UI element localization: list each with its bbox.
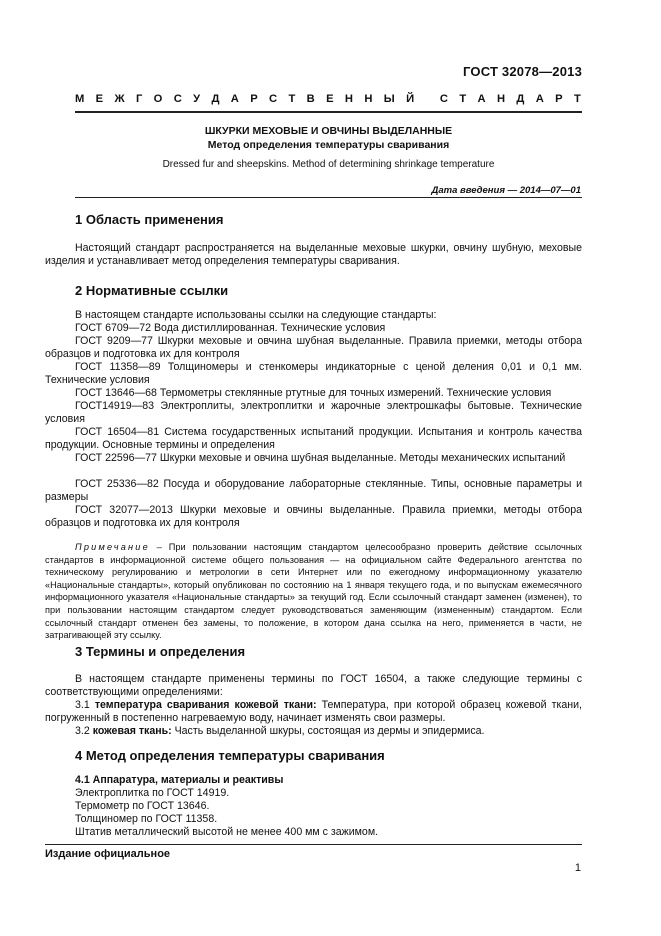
banner-letter: А (230, 93, 239, 105)
section-4-1-heading: 4.1 Аппаратура, материалы и реактивы (75, 774, 284, 786)
banner-letter: В (306, 93, 315, 105)
apparatus-item: Толщиномер по ГОСТ 11358. (75, 813, 218, 825)
section-2-note: Примечание – При пользовании настоящим стандартом целесообразно проверить действие ссылочных стандартов в информационной системе общего пользования — на официальном сайте Федерального агентства по техническому регулированию и метрологии в сети Интернет или по ежегодному информационному указателю «Национальные стандарты», который опубликован по состоянию на 1 января текущего года, и по выпускам ежемесячного информационного указателя «Национальные стандарты» за текущий год. Если ссылочный стандарт заменен (изменен), то при пользовании настоящим стандартом следует руководствоваться заменяющим (измененным) стандартом. Если ссылочный стандарт отменен без замены, то положение, в котором дана ссылка на него, применяется в части, не затрагивающей эту ссылку. (45, 542, 582, 641)
ref-item: ГОСТ 32077—2013 Шкурки меховые и овчины выделанные. Правила приемки, методы отбора образцов и подготовка их для контроля (45, 504, 582, 529)
date-rule (75, 197, 582, 198)
banner-letter: Й (406, 93, 415, 105)
banner-letter: Н (496, 93, 506, 105)
banner-letter: Г (135, 93, 143, 105)
ref-item: ГОСТ14919—83 Электроплиты, электроплитки и жарочные электрошкафы бытовые. Технические условия (45, 400, 582, 425)
ref-item: ГОСТ 11358—89 Толщиномеры и стенкомеры индикаторные с ценой деления 0,01 и 0,1 мм. Технические условия (45, 361, 582, 386)
ref-item: ГОСТ 22596—77 Шкурки меховые и овчина шубная выделанные. Методы механических испытаний (75, 452, 566, 464)
banner-letter: Т (459, 93, 467, 105)
banner-letter: Ж (114, 93, 125, 105)
doc-title-english: Dressed fur and sheepskins. Method of determining shrinkage temperature (162, 159, 495, 170)
banner-letter: М (75, 93, 85, 105)
banner-letter: Т (288, 93, 296, 105)
doc-title: ШКУРКИ МЕХОВЫЕ И ОВЧИНЫ ВЫДЕЛАННЫЕ (204, 125, 453, 137)
banner-letter: Н (364, 93, 373, 105)
apparatus-item: Электроплитка по ГОСТ 14919. (75, 787, 230, 799)
standard-banner (75, 93, 581, 105)
gost-code: ГОСТ 32078—2013 (463, 64, 582, 79)
section-1-heading: 1 Область применения (75, 212, 224, 227)
page-number: 1 (574, 862, 581, 874)
banner-letter: Т (573, 93, 581, 105)
apparatus-item: Штатив металлический высотой не менее 400 мм с зажимом. (75, 826, 379, 838)
ref-item: ГОСТ 25336—82 Посуда и оборудование лабораторные стеклянные. Типы, основные параметры и размеры (45, 478, 582, 503)
ref-item: ГОСТ 13646—68 Термометры стеклянные ртутные для точных измерений. Технические условия (75, 387, 552, 399)
banner-letter: Д (211, 93, 220, 105)
banner-letter: Р (555, 93, 563, 105)
term-3-2: 3.2 кожевая ткань: Часть выделанной шкуры, состоящая из дермы и эпидермиса. (75, 725, 485, 737)
banner-letter: А (477, 93, 486, 105)
term-3-1: 3.1 температура сваривания кожевой ткани: Температура, при которой образец кожевой ткани, погруженный в постепенно нагреваемую воду, начинает изменять свои размеры. (45, 699, 582, 725)
banner-letter: О (153, 93, 163, 105)
banner-rule (75, 111, 582, 113)
section-1-text: Настоящий стандарт распространяется на выделанные меховые шкурки, овчину шубную, меховые изделия и устанавливает метод определения температуры сваривания. (45, 242, 582, 268)
banner-letter: С (269, 93, 278, 105)
section-3-intro: В настоящем стандарте применены термины по ГОСТ 16504, а также следующие термины с соответствующими определениями: (45, 673, 582, 699)
banner-letter: Е (95, 93, 104, 105)
ref-item: ГОСТ 6709—72 Вода дистиллированная. Технические условия (75, 322, 386, 334)
footer-rule (45, 844, 582, 845)
section-2-intro: В настоящем стандарте использованы ссылки на следующие стандарты: (75, 309, 437, 321)
official-edition: Издание официальное (45, 848, 171, 860)
ref-item: ГОСТ 16504—81 Система государственных испытаний продукции. Испытания и контроль качества продукции. Основные термины и определения (45, 426, 582, 451)
banner-letter: С (439, 93, 448, 105)
banner-letter: С (173, 93, 182, 105)
section-4-heading: 4 Метод определения температуры сваривания (75, 748, 385, 763)
banner-letter: У (193, 93, 201, 105)
section-3-heading: 3 Термины и определения (75, 644, 246, 659)
banner-letter: Н (344, 93, 353, 105)
banner-letter: Д (516, 93, 525, 105)
intro-date: Дата введения — 2014—07—01 (431, 185, 581, 196)
banner-letter: Р (250, 93, 258, 105)
banner-letter: А (535, 93, 544, 105)
section-2-heading: 2 Нормативные ссылки (75, 283, 229, 298)
ref-item: ГОСТ 9209—77 Шкурки меховые и овчина шубная выделанные. Правила приемки, методы отбора образцов и подготовка их для контроля (45, 335, 582, 360)
banner-letter (425, 93, 428, 105)
banner-letter: Ы (383, 93, 395, 105)
doc-subtitle: Метод определения температуры сваривания (207, 139, 450, 151)
banner-letter: Е (326, 93, 334, 105)
apparatus-item: Термометр по ГОСТ 13646. (75, 800, 210, 812)
